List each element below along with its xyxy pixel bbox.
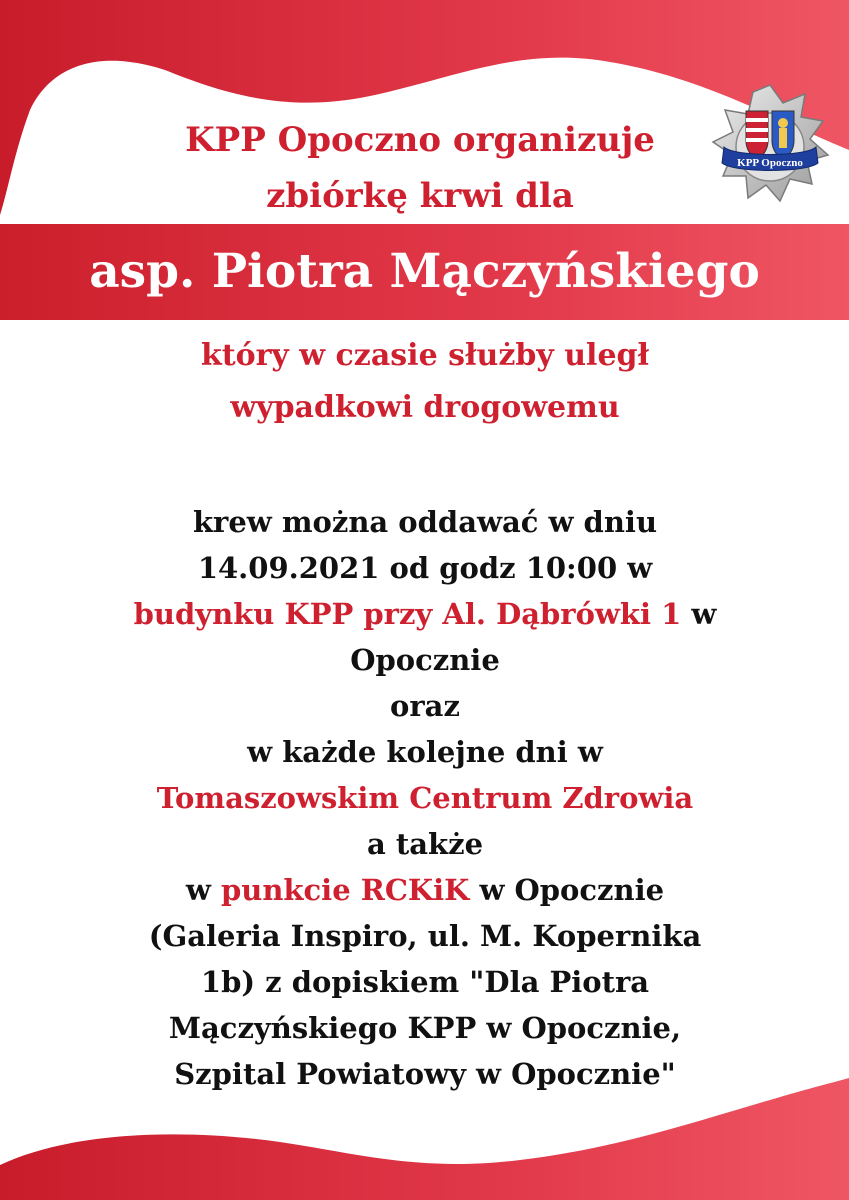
body-line-12: Mączyńskiego KPP w Opocznie, [168,1011,682,1045]
body-line-13: Szpital Powiatowy w Opocznie" [174,1057,676,1091]
body-line-3-tail: w [681,597,717,631]
police-star-badge-icon [705,82,835,212]
subtitle [60,330,790,434]
subtitle-line-1: który w czasie służby uległ [200,338,650,373]
body-line-9 [40,867,810,913]
body-line-3 [40,591,810,637]
location-tcz: Tomaszowskim Centrum Zdrowia [156,781,694,815]
banner-name: asp. Piotra Mączyńskiego [89,244,760,299]
header-title [90,112,750,224]
location-rckik: punkcie RCKiK [220,873,470,907]
subtitle-line-2: wypadkowi drogowemu [230,390,620,425]
body-line-5: oraz [390,689,460,723]
header-line-1: KPP Opoczno organizuje [185,120,655,160]
body-line-6: w każde kolejne dni w [247,735,603,769]
body-line-9-post: w Opocznie [469,873,665,907]
location-kpp: budynku KPP przy Al. Dąbrówki 1 [133,597,682,631]
body-line-4: Opocznie [350,643,500,677]
body-line-8: a także [366,827,484,861]
body-line-9-pre: w [185,873,221,907]
body-text [40,499,810,1097]
name-banner [0,224,849,320]
badge-label: KPP Opoczno [737,157,803,169]
body-line-10: (Galeria Inspiro, ul. M. Kopernika [148,919,702,953]
header-line-2: zbiórkę krwi dla [266,176,574,216]
body-line-1: krew można oddawać w dniu [192,505,658,539]
body-line-2: 14.09.2021 od godz 10:00 w [197,551,653,585]
body-line-11: 1b) z dopiskiem "Dla Piotra [200,965,650,999]
